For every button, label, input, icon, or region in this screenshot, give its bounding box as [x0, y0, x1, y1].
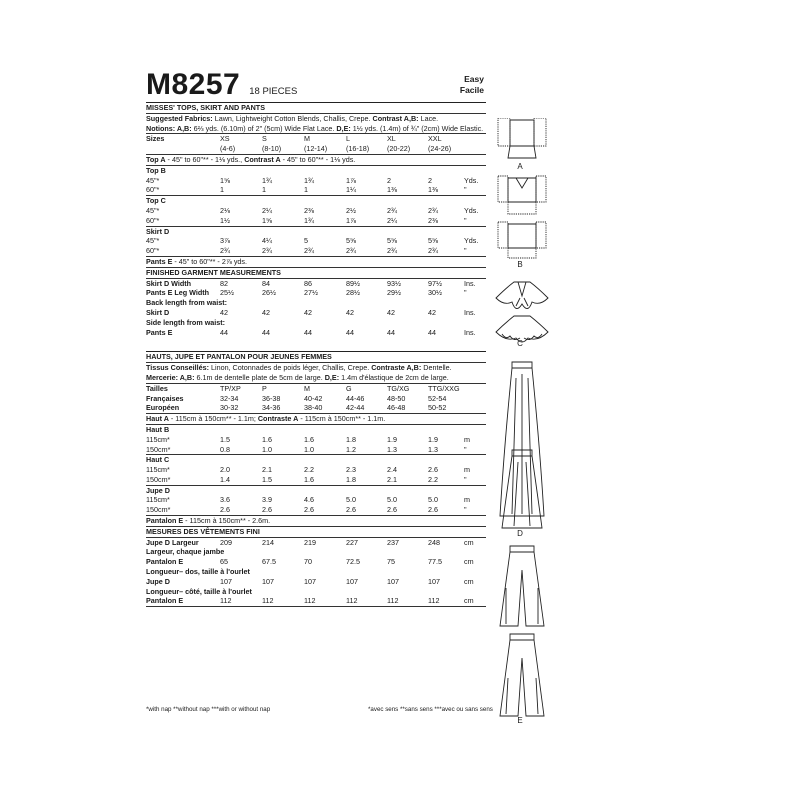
sketch-label-e: E	[517, 716, 523, 725]
measurement-row: Jupe D 107 107 107 107 107 107 cm	[146, 576, 474, 586]
sketch-label-b: B	[517, 260, 523, 269]
yardage-row: 60"* 1 1 1 1¼ 1⅜ 1⅜ "	[146, 185, 467, 195]
mercerie: Mercerie: A,B: 6.1m de dentelle plate de 5cm de large. D,E: 1.4m d'élastique de 2cm de large.	[146, 372, 449, 382]
sketch-label-d: D	[517, 529, 523, 538]
footnote-fr: *avec sens **sans sens ***avec ou sans sens	[368, 706, 493, 713]
finished-measurements-title: FINISHED GARMENT MEASUREMENTS	[146, 267, 281, 277]
pants-e-front-sketch	[500, 546, 544, 626]
jupe-d-metrage	[146, 486, 486, 515]
yardage-row: 45"* 3⅞ 4¼ 5 5⅝ 5⅝ 5⅝ Yds.	[146, 236, 479, 246]
measurement-row: Longueur– dos, taille à l'ourlet	[146, 567, 250, 577]
measurement-row: Pants E Leg Width 25½ 26½ 27½ 28½ 29½ 30½ "	[146, 288, 467, 298]
fabric-label: Haut B	[146, 424, 170, 434]
difficulty	[448, 74, 484, 96]
pieces-count: 18 PIECES	[249, 86, 298, 97]
haut-c-metrage	[146, 455, 486, 484]
yardage-row: 45"* 1⅝ 1¾ 1¾ 1⅞ 2 2 Yds.	[146, 175, 479, 185]
haut-b-metrage	[146, 425, 486, 454]
fabric-label: Jupe D	[146, 485, 170, 495]
size-ranges-row: (4-6) (8-10) (12-14) (16-18) (20-22) (24-26)	[220, 144, 452, 154]
finished-measurements	[146, 279, 486, 338]
yardage-row: 150cm* 0.8 1.0 1.0 1.2 1.3 1.3 "	[146, 444, 467, 454]
yardage-row: 150cm* 2.6 2.6 2.6 2.6 2.6 2.6 "	[146, 505, 467, 515]
sketch-label-a: A	[517, 162, 523, 171]
pattern-number: M8257	[146, 68, 241, 101]
mesures-title: MESURES DES VÊTEMENTS FINI	[146, 526, 260, 536]
yardage-row: 60"* 2¾ 2¾ 2¾ 2¾ 2¾ 2¾ "	[146, 246, 467, 256]
top-c-yardage	[146, 196, 486, 225]
yardage-row: 150cm* 1.4 1.5 1.6 1.8 2.1 2.2 "	[146, 474, 467, 484]
french-title: HAUTS, JUPE ET PANTALON POUR JEUNES FEMMES	[146, 352, 332, 362]
main-content	[146, 68, 486, 607]
fabric-label: Top C	[146, 196, 166, 206]
measurement-row: Longueur– côté, taille à l'ourlet	[146, 586, 252, 596]
yardage-row: 115cm* 2.0 2.1 2.2 2.3 2.4 2.6 m	[146, 465, 470, 475]
haut-a-metrage: Haut A - 115cm à 150cm** - 1.1m; Contraste A - 115cm à 150cm** - 1.1m.	[146, 414, 386, 424]
sketch-label-c: C	[517, 339, 523, 348]
measurement-row: Skirt D Width 82 84 86 89½ 93½ 97½ Ins.	[146, 278, 476, 288]
measurement-row: Pants E 44 44 44 44 44 44 Ins.	[146, 327, 476, 337]
garment-sketches	[486, 118, 558, 728]
top-b-back-sketch	[498, 222, 546, 258]
tailles-row: Tailles TP/XP P M G TG/XG TTG/XXG	[146, 383, 460, 393]
pantalon-e-metrage: Pantalon E - 115cm à 150cm** - 2.6m.	[146, 516, 271, 526]
top-a-yardage: Top A - 45" to 60"** - 1⅛ yds., Contrast A - 45" to 60"** - 1⅛ yds.	[146, 154, 356, 164]
footnote-en: *with nap **without nap ***with or without nap	[146, 706, 271, 713]
french-section	[146, 351, 486, 607]
fabric-label: Skirt D	[146, 226, 170, 236]
top-b-front-sketch	[498, 176, 546, 214]
europeen-row: Européen 30-32 34-36 38-40 42-44 46-48 50-52	[146, 403, 447, 413]
top-a-back-sketch	[498, 118, 546, 158]
top-c-front-sketch	[496, 282, 548, 309]
difficulty-en: Easy	[464, 74, 484, 84]
tissus-conseilles: Tissus Conseillés: Linon, Cotonnades de poids léger, Challis, Crepe. Contraste A,B: Dentelle.	[146, 363, 452, 373]
english-section	[146, 102, 486, 337]
suggested-fabrics: Suggested Fabrics: Lawn, Lightweight Cotton Blends, Challis, Crepe. Contrast A,B: Lace.	[146, 113, 439, 123]
yardage-row: 115cm* 1.5 1.6 1.6 1.8 1.9 1.9 m	[146, 434, 470, 444]
notions: Notions: A,B: 6⅔ yds. (6.10m) of 2" (5cm) Wide Flat Lace. D,E: 1½ yds. (1.4m) of ¾" (2cm) Wide Elastic.	[146, 123, 484, 133]
difficulty-fr: Facile	[459, 85, 484, 95]
measurement-row: Jupe D Largeur 209 214 219 227 237 248 cm	[146, 537, 474, 547]
measurement-row: Side length from waist:	[146, 317, 226, 327]
measurement-row: Largeur, chaque jambe	[146, 547, 225, 557]
yardage-row: 45"* 2⅛ 2¼ 2⅜ 2½ 2¾ 2¾ Yds.	[146, 205, 479, 215]
measurement-row: Pantalon E 112 112 112 112 112 112 cm	[146, 596, 474, 606]
pants-e-yardage: Pants E - 45" to 60"** - 2⅞ yds.	[146, 256, 247, 266]
mesures-vetements	[146, 538, 486, 607]
sketch-drawings	[486, 118, 558, 728]
english-title: MISSES' TOPS, SKIRT AND PANTS	[146, 103, 265, 112]
yardage-row: 115cm* 3.6 3.9 4.6 5.0 5.0 5.0 m	[146, 495, 470, 505]
fabric-label: Haut C	[146, 455, 170, 465]
measurement-row: Skirt D 42 42 42 42 42 42 Ins.	[146, 307, 476, 317]
fabric-label: Top B	[146, 165, 166, 175]
top-b-yardage	[146, 166, 486, 195]
skirt-d-yardage	[146, 227, 486, 256]
francaises-row: Françaises 32-34 36-38 40-42 44-46 48-50 52-54	[146, 393, 447, 403]
yardage-row: 60"* 1½ 1⅝ 1¾ 1⅞ 2¼ 2⅜ "	[146, 215, 467, 225]
header	[146, 68, 486, 102]
pants-e-back-sketch	[500, 634, 544, 716]
measurement-row: Pantalon E 65 67.5 70 72.5 75 77.5 cm	[146, 557, 474, 567]
measurement-row: Back length from waist:	[146, 298, 228, 308]
sizes-row: Sizes XS S M L XL XXL	[146, 134, 442, 144]
